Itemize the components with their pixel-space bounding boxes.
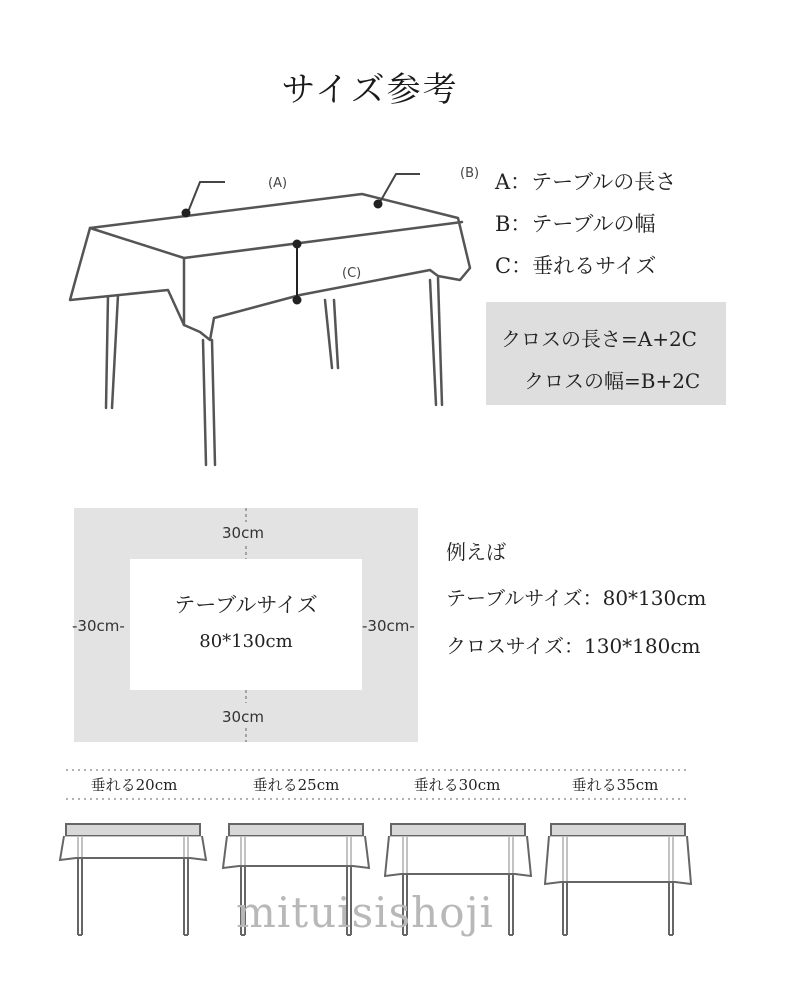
example-heading: 例えば (446, 540, 506, 564)
dim-right: -30cm- (362, 617, 415, 635)
drop-table-35 (545, 824, 691, 935)
table-size-value: 80*130cm (199, 631, 293, 652)
legend-a: A：テーブルの長さ (495, 170, 677, 194)
drop-label-30: 垂れる30cm (413, 776, 501, 794)
example-cloth-size: クロスサイズ：130*180cm (446, 634, 701, 658)
label-c: (C) (342, 266, 362, 281)
drop-label-25: 垂れる25cm (252, 776, 340, 794)
drop-label-20: 垂れる20cm (90, 776, 178, 794)
legend-c: C：垂れるサイズ (495, 254, 657, 278)
dim-bottom: 30cm (222, 708, 264, 726)
drop-table-20 (60, 824, 206, 935)
table-size-label: テーブルサイズ (174, 593, 318, 617)
legend-b: B：テーブルの幅 (495, 212, 656, 236)
drop-label-35: 垂れる35cm (571, 776, 659, 794)
label-a: (A) (268, 176, 288, 191)
formula-width: クロスの幅=B+2C (524, 369, 701, 393)
example-table-size: テーブルサイズ：80*130cm (446, 586, 707, 610)
page-title: サイズ参考 (281, 70, 459, 110)
dim-left: -30cm- (72, 617, 125, 635)
label-b: (B) (460, 166, 480, 181)
formula-length: クロスの長さ=A+2C (501, 327, 697, 351)
dim-top: 30cm (222, 524, 264, 542)
watermark: mituisishoji (236, 888, 494, 937)
